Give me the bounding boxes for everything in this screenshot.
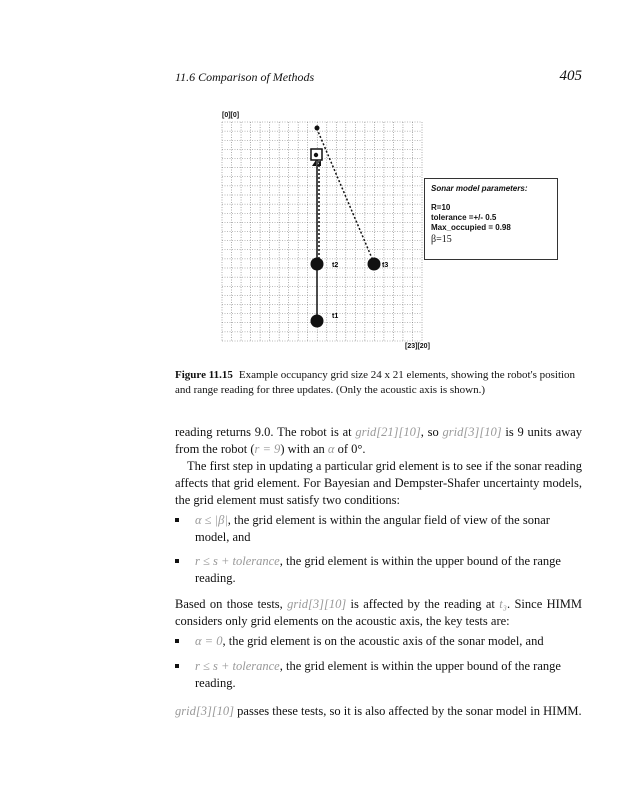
p1-text-d: ) with an	[280, 442, 325, 456]
math-grid-21-10: grid[21][10]	[355, 425, 421, 439]
bullet-3-text: , the grid element is on the acoustic axis of the sonar model, and	[222, 634, 544, 648]
param-max-occupied: Max_occupied = 0.98	[431, 223, 511, 232]
p3-text-c: . Since HIMM considers only grid elements on the acoustic axis, the key tests are:	[175, 597, 583, 628]
math-alpha-eq-0: α = 0	[195, 634, 223, 648]
sonar-target-dot	[314, 153, 318, 157]
math-r-le-s-tol: r ≤ s + tolerance	[195, 554, 280, 568]
grid-corner-label: [23][20]	[405, 343, 430, 350]
page-number: 405	[559, 68, 582, 84]
params-title: Sonar model parameters:	[431, 184, 528, 193]
p1-text-e: of 0°.	[337, 442, 366, 456]
p3-text-a: Based on those tests,	[175, 597, 283, 611]
param-beta: β=15	[431, 234, 452, 245]
p4-text: passes these tests, so it is also affected by the sonar model in HIMM.	[237, 704, 582, 718]
bullet-3	[175, 633, 582, 650]
paragraph-1	[175, 424, 582, 458]
label-t1: t1	[332, 313, 339, 320]
math-grid-3-10-b: grid[3][10]	[287, 597, 347, 611]
grid-diagram	[190, 108, 430, 348]
math-r-9: r = 9	[254, 442, 281, 456]
robot-position-t1	[311, 315, 324, 328]
sonar-params-box	[424, 178, 558, 260]
bullet-dot	[175, 518, 179, 522]
bullet-4-text: , the grid element is within the upper bound of the range reading.	[195, 659, 561, 690]
running-header	[175, 70, 582, 88]
grid-origin-label: [0][0]	[222, 112, 240, 119]
caption-label: Figure 11.15	[175, 369, 233, 381]
label-t3: t3	[382, 262, 389, 269]
math-alpha: α	[327, 442, 335, 456]
section-title: 11.6 Comparison of Methods	[175, 70, 315, 84]
math-t3: t₃	[499, 597, 508, 611]
p1-text-a: reading returns 9.0. The robot is at	[175, 425, 352, 439]
bullet-dot	[175, 559, 179, 563]
math-r-le-s-tol-2: r ≤ s + tolerance	[195, 659, 280, 673]
robot-position-t2	[311, 258, 324, 271]
p3-text-b: is affected by the reading at	[350, 597, 495, 611]
figure-caption	[175, 368, 582, 398]
p1-text-b: , so	[420, 425, 439, 439]
bullet-dot	[175, 664, 179, 668]
paragraph-3	[175, 596, 582, 630]
paragraph-4	[175, 703, 582, 720]
p1-text-c: is 9 units away from the robot (	[175, 425, 583, 456]
bullet-1-text: , the grid element is within the angular field of view of the sonar model, and	[195, 513, 550, 544]
bullet-1	[175, 512, 582, 546]
math-grid-3-10-c: grid[3][10]	[175, 704, 235, 718]
bullet-2	[175, 553, 582, 587]
paragraph-2: The first step in updating a particular grid element is to see if the sonar reading affects that grid element. For Bayesian and Dempster-Shafer uncertainty models, the grid element must satisfy two conditions:	[175, 459, 582, 507]
label-t2: t2	[332, 262, 339, 269]
math-alpha-le-beta: α ≤ |β|	[195, 513, 228, 527]
param-tolerance: tolerance =+/- 0.5	[431, 213, 497, 222]
start-point-dot	[315, 126, 320, 131]
bullet-dot	[175, 639, 179, 643]
arrowhead-t2	[312, 160, 316, 166]
param-r: R=10	[431, 203, 451, 212]
occupancy-grid-figure	[190, 108, 560, 358]
bullet-4	[175, 658, 582, 692]
robot-position-t3	[368, 258, 381, 271]
caption-text: Example occupancy grid size 24 x 21 elements, showing the robot's position and range reading for three updates. (Only the acoustic axis is shown.)	[175, 369, 576, 396]
math-grid-3-10: grid[3][10]	[442, 425, 502, 439]
bullet-2-text: , the grid element is within the upper bound of the range reading.	[195, 554, 561, 585]
